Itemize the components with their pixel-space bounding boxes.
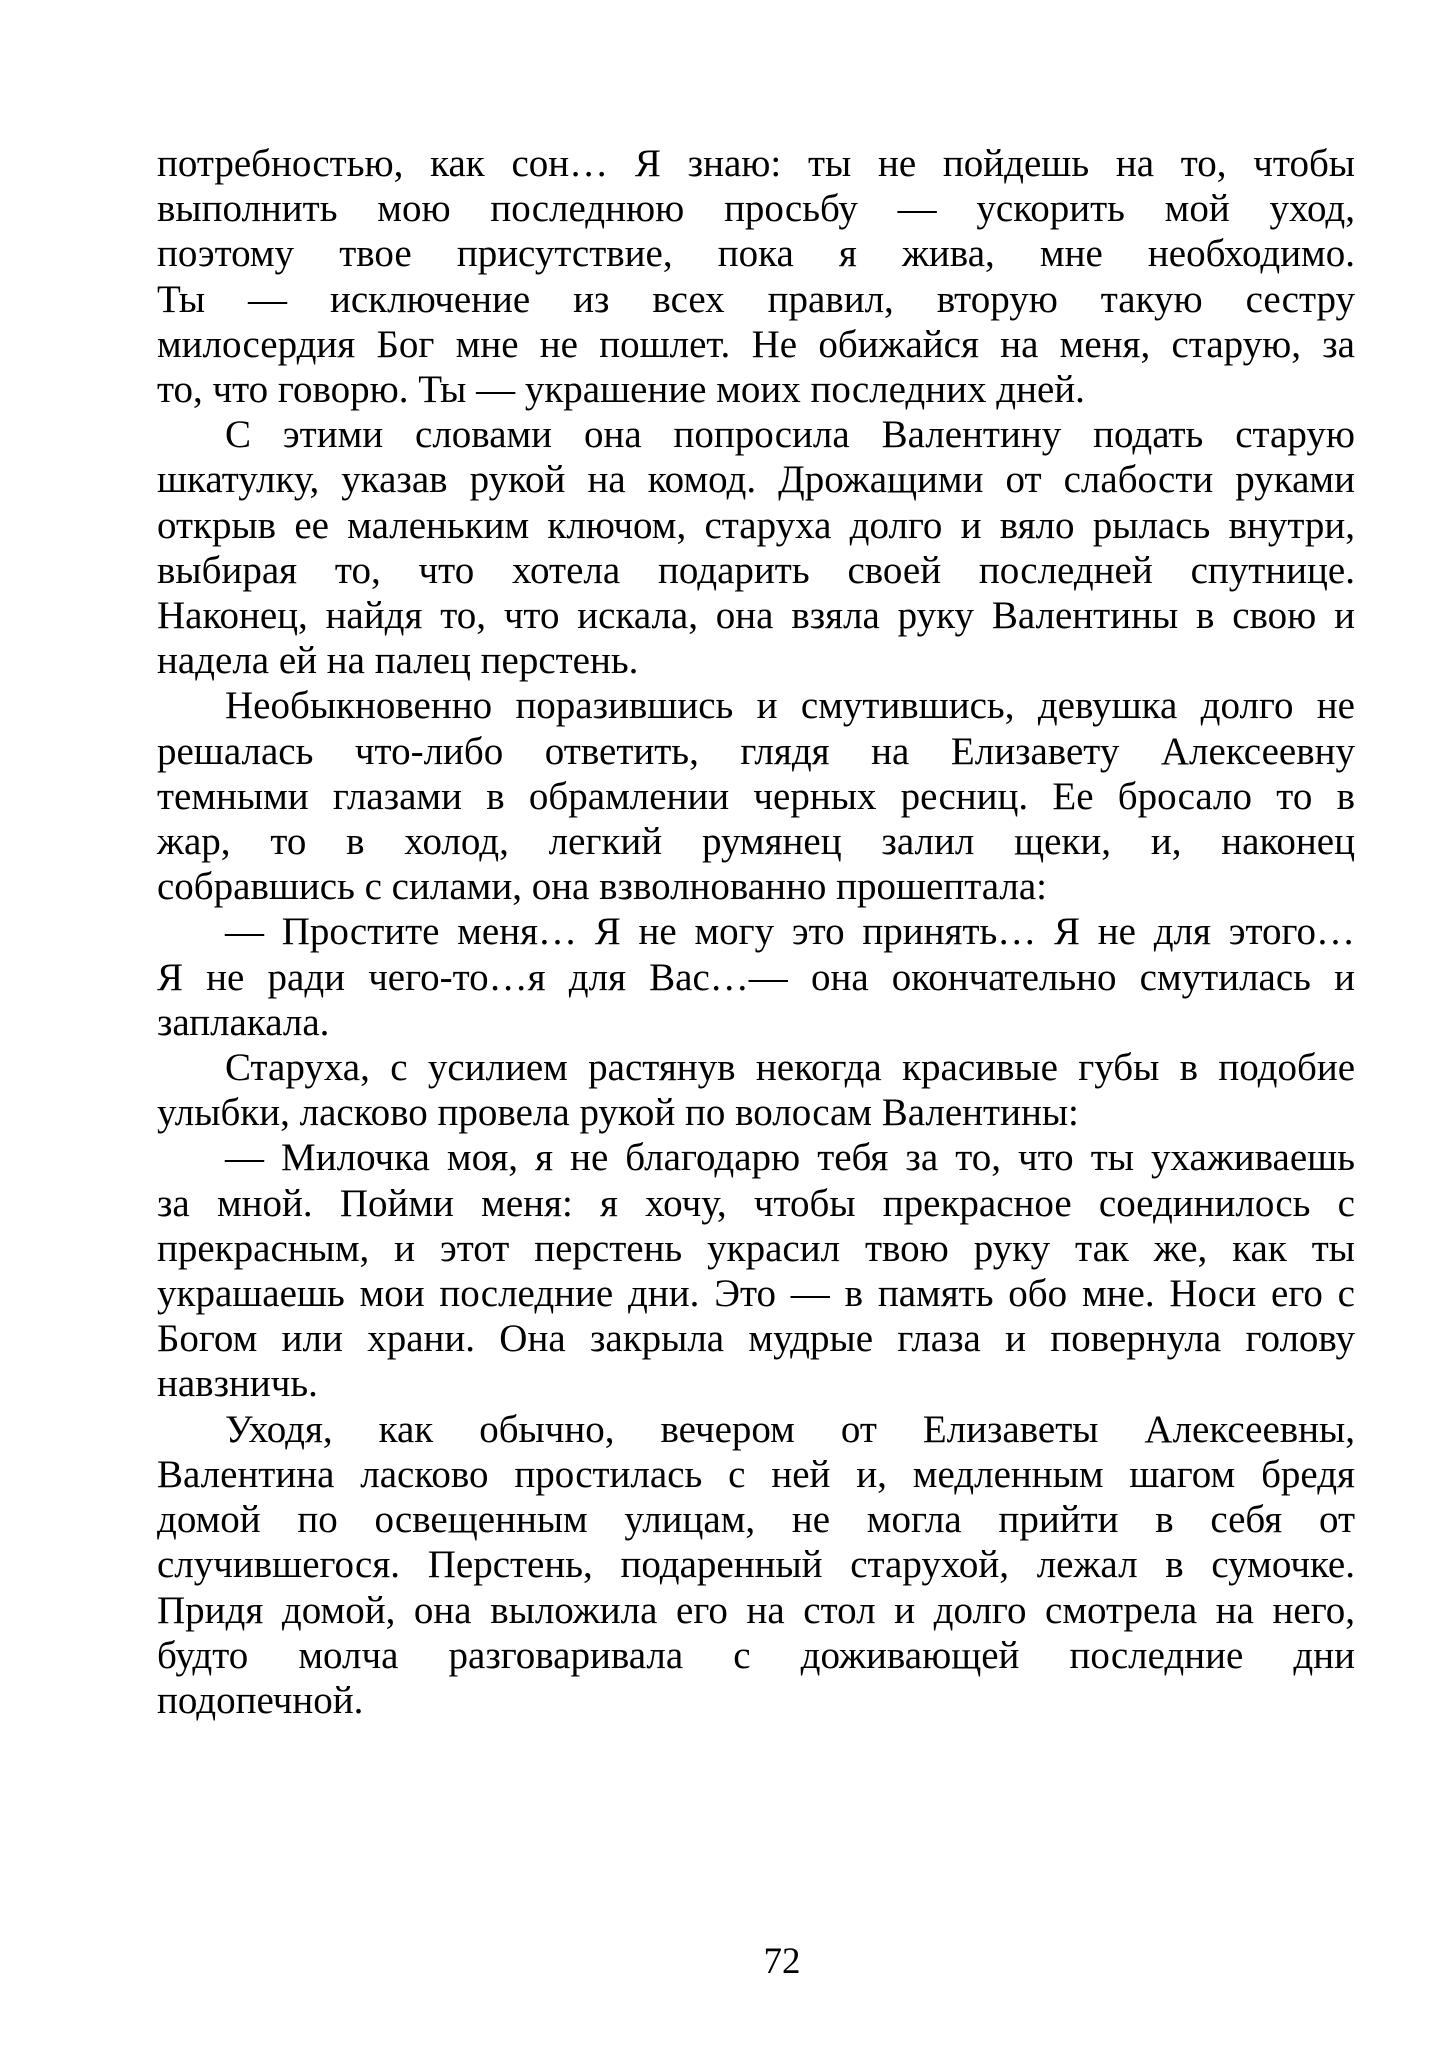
text-line: за мной. Пойми меня: я хочу, чтобы прекрасное соединилось с: [157, 1181, 1355, 1225]
text-line: Уходя, как обычно, вечером от Елизаветы Алексеевны,: [225, 1407, 1355, 1451]
text-line: Старуха, с усилием растянув некогда красивые губы в подобие: [225, 1046, 1355, 1090]
paragraph: [157, 683, 1355, 909]
text-line: то, что говорю. Ты — украшение моих последних дней.: [157, 368, 1085, 412]
text-line: открыв ее маленьким ключом, старуха долго и вяло рылась внутри,: [157, 503, 1355, 547]
paragraph: [157, 909, 1355, 1045]
text-line: случившегося. Перстень, подаренный старухой, лежал в сумочке.: [157, 1543, 1355, 1587]
text-line: — Простите меня… Я не могу это принять… Я не для этого…: [225, 910, 1355, 954]
text-line: украшаешь мои последние дни. Это — в память обо мне. Носи его с: [157, 1272, 1355, 1316]
paragraph: [157, 1045, 1355, 1135]
text-line: будто молча разговаривала с доживающей последние дни: [157, 1633, 1355, 1677]
text-line: надела ей на палец перстень.: [157, 639, 639, 683]
text-line: прекрасным, и этот перстень украсил твою руку так же, как ты: [157, 1226, 1355, 1270]
text-line: Богом или храни. Она закрыла мудрые глаза и повернула голову: [157, 1317, 1355, 1361]
text-line: С этими словами она попросила Валентину подать старую: [225, 413, 1355, 457]
text-line: собравшись с силами, она взволнованно прошептала:: [157, 865, 1047, 909]
text-line: милосердия Бог мне не пошлет. Не обижайся на меня, старую, за: [157, 322, 1355, 366]
text-line: Наконец, найдя то, что искала, она взяла руку Валентины в свою и: [157, 594, 1355, 638]
text-line: заплакала.: [157, 1000, 330, 1044]
text-line: выбирая то, что хотела подарить своей последней спутнице.: [157, 548, 1355, 592]
text-line: Валентина ласково простилась с ней и, медленным шагом бредя: [157, 1452, 1355, 1496]
text-line: выполнить мою последнюю просьбу — ускорить мой уход,: [157, 187, 1355, 231]
text-line: подопечной.: [157, 1678, 364, 1722]
paragraph: [157, 1407, 1355, 1723]
text-line: шкатулку, указав рукой на комод. Дрожащими от слабости руками: [157, 458, 1355, 502]
text-line: жар, то в холод, легкий румянец залил щеки, и, наконец: [157, 820, 1355, 864]
page-number: 72: [763, 1941, 801, 1982]
text-line: темными глазами в обрамлении черных ресниц. Ее бросало то в: [157, 774, 1355, 818]
text-line: решалась что-либо ответить, глядя на Елизавету Алексеевну: [157, 729, 1355, 773]
text-line: навзничь.: [157, 1362, 318, 1406]
text-line: домой по освещенным улицам, не могла прийти в себя от: [157, 1498, 1355, 1542]
text-line: улыбки, ласково провела рукой по волосам Валентины:: [157, 1091, 1079, 1135]
text-line: Ты — исключение из всех правил, вторую такую сестру: [157, 277, 1355, 321]
text-line: потребностью, как сон… Я знаю: ты не пойдешь на то, чтобы: [157, 142, 1355, 185]
body-text: [157, 141, 1355, 1723]
text-line: — Милочка моя, я не благодарю тебя за то, что ты ухаживаешь: [225, 1136, 1355, 1180]
text-line: поэтому твое присутствие, пока я жива, мне необходимо.: [157, 232, 1355, 276]
paragraph: [157, 1135, 1355, 1406]
text-line: Я не ради чего-то…я для Вас…— она окончательно смутилась и: [157, 955, 1355, 999]
paragraph: [157, 141, 1355, 412]
text-line: Придя домой, она выложила его на стол и долго смотрела на него,: [157, 1588, 1355, 1632]
paragraph: [157, 412, 1355, 683]
text-line: Необыкновенно поразившись и смутившись, девушка долго не: [225, 684, 1355, 728]
